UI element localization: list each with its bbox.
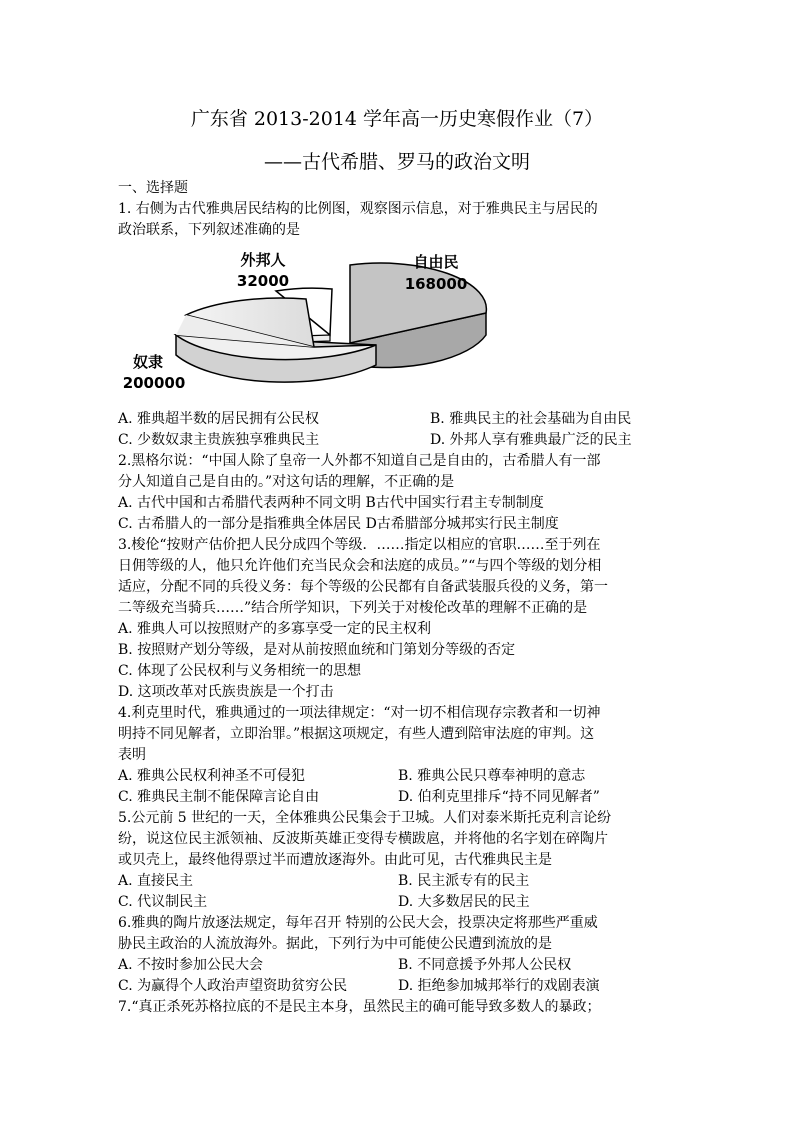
label-foreign-value: 32000 <box>236 272 290 290</box>
q5-option-d: D. 大多数居民的民主 <box>398 894 530 910</box>
q6-option-d: D. 拒绝参加城邦举行的戏剧表演 <box>398 978 600 994</box>
q3-stem-line1: 3.梭伦“按财产估价把人民分成四个等级．……指定以相应的官职……至于列在 <box>118 537 601 553</box>
q5-stem-line2: 纷，说这位民主派领袖、反波斯英雄正变得专横跋扈，并将他的名字划在碎陶片 <box>118 831 608 847</box>
q4-option-c: C. 雅典民主制不能保障言论自由 <box>118 789 320 805</box>
q4-stem-line1: 4.利克里时代，雅典通过的一项法律规定：“对一切不相信现存宗教者和一切神 <box>118 705 601 721</box>
q2-stem-line1: 2.黑格尔说：“中国人除了皇帝一人外都不知道自己是自由的，古希腊人有一部 <box>118 453 601 469</box>
q6-option-b: B. 不同意援予外邦人公民权 <box>398 957 572 973</box>
label-free-value: 168000 <box>404 275 468 293</box>
q5-stem-line3: 或贝壳上，最终他得票过半而遭放逐海外。由此可见，古代雅典民主是 <box>118 852 552 868</box>
q2-stem-line2: 分人知道自己是自由的。”对这句话的理解，不正确的是 <box>118 474 455 490</box>
q3-stem-line2: 日佣等级的人，他只允许他们充当民众会和法庭的成员。”“与四个等级的划分相 <box>118 558 602 574</box>
q4-option-d: D. 伯利克里排斥“持不同见解者” <box>398 789 600 805</box>
q3-stem-line3: 适应，分配不同的兵役义务：每个等级的公民都有自备武装服兵役的义务，第一 <box>118 579 608 595</box>
q3-option-c: C. 体现了公民权利与义务相统一的思想 <box>118 663 362 679</box>
q3-option-b: B. 按照财产划分等级，是对从前按照血统和门第划分等级的否定 <box>118 642 516 658</box>
section-heading: 一、选择题 <box>118 180 188 196</box>
q1-option-d: D. 外邦人享有雅典最广泛的民主 <box>430 432 632 448</box>
q6-option-a: A. 不按时参加公民大会 <box>118 957 264 973</box>
q6-stem-line1: 6.雅典的陶片放逐法规定，每年召开 特别的公民大会，投票决定将那些严重威 <box>118 915 598 931</box>
q2-options-cd: C. 古希腊人的一部分是指雅典全体居民 D古希腊部分城邦实行民主制度 <box>118 516 559 532</box>
q6-option-c: C. 为赢得个人政治声望资助贫穷公民 <box>118 978 348 994</box>
q3-stem-line4: 二等级充当骑兵……”结合所学知识，下列关于对梭伦改革的理解不正确的是 <box>118 600 588 616</box>
q4-option-b: B. 雅典公民只尊奉神明的意志 <box>398 768 586 784</box>
q7-stem-line1: 7.“真正杀死苏格拉底的不是民主本身，虽然民主的确可能导致多数人的暴政； <box>118 999 601 1015</box>
q4-stem-line3: 表明 <box>118 747 146 763</box>
q1-stem-line1: 1. 右侧为古代雅典居民结构的比例图，观察图示信息，对于雅典民主与居民的 <box>118 201 598 217</box>
page-title: 广东省 2013-2014 学年高一历史寒假作业（7） <box>190 108 604 130</box>
q5-option-b: B. 民主派专有的民主 <box>398 873 530 889</box>
label-foreign-name: 外邦人 <box>240 251 286 269</box>
q1-option-c: C. 少数奴隶主贵族独享雅典民主 <box>118 432 320 448</box>
q5-option-a: A. 直接民主 <box>118 873 194 889</box>
q3-option-a: A. 雅典人可以按照财产的多寡享受一定的民主权利 <box>118 621 432 637</box>
page-subtitle: ——古代希腊、罗马的政治文明 <box>263 151 530 173</box>
label-slave-value: 200000 <box>122 374 186 392</box>
q1-option-b: B. 雅典民主的社会基础为自由民 <box>430 411 632 427</box>
q4-option-a: A. 雅典公民权利神圣不可侵犯 <box>118 768 306 784</box>
q3-option-d: D. 这项改革对氏族贵族是一个打击 <box>118 684 334 700</box>
pie-chart <box>118 243 490 408</box>
q5-option-c: C. 代议制民主 <box>118 894 208 910</box>
q6-stem-line2: 胁民主政治的人流放海外。据此，下列行为中可能使公民遭到流放的是 <box>118 936 552 952</box>
q5-stem-line1: 5.公元前 5 世纪的一天，全体雅典公民集会于卫城。人们对泰米斯托克利言论纷 <box>118 810 612 826</box>
q4-stem-line2: 明持不同见解者，立即治罪。”根据这项规定，有些人遭到陪审法庭的审判。这 <box>118 726 595 742</box>
q2-options-ab: A. 古代中国和古希腊代表两种不同文明 B古代中国实行君主专制制度 <box>118 495 544 511</box>
label-free-name: 自由民 <box>413 253 459 271</box>
q1-stem-line2: 政治联系，下列叙述准确的是 <box>118 222 300 238</box>
q1-option-a: A. 雅典超半数的居民拥有公民权 <box>118 411 320 427</box>
label-slave-name: 奴隶 <box>132 353 164 371</box>
